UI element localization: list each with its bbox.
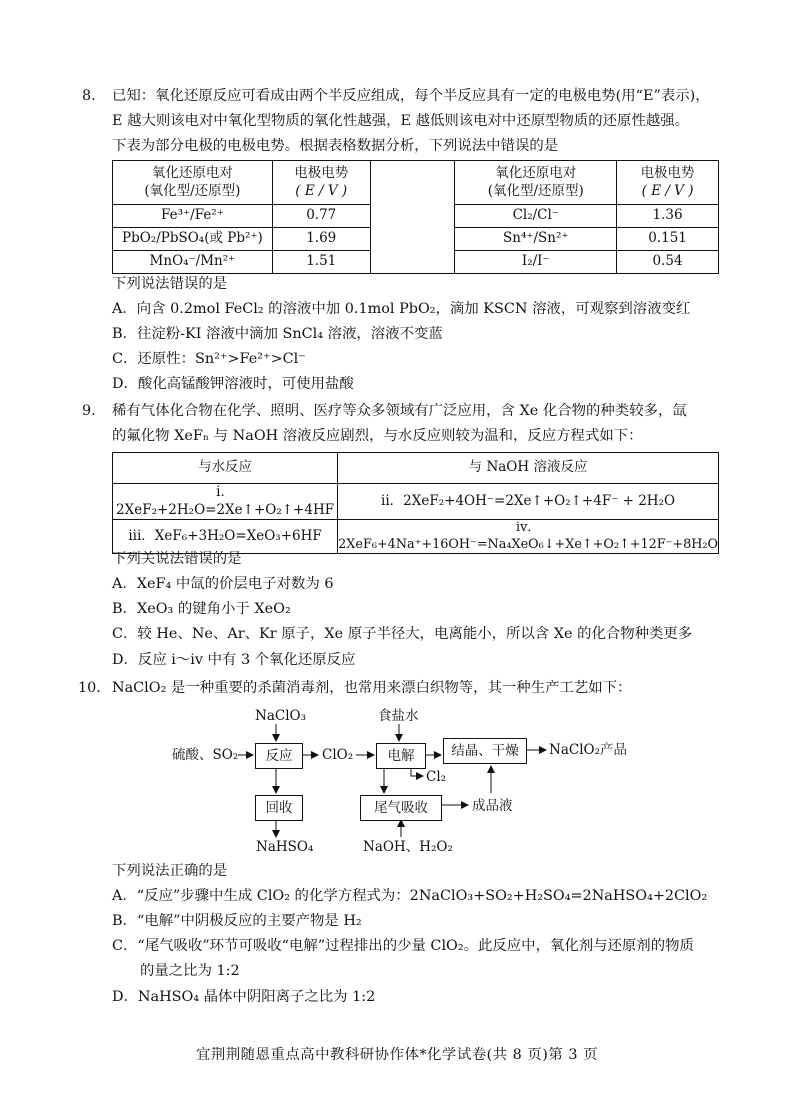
q9-head-water: 与水反应 [113, 453, 338, 484]
q8-option-c[interactable]: C．还原性：Sn²⁺>Fe²⁺>Cl⁻ [112, 351, 306, 367]
q8-header-pair-right: 氧化还原电对 (氧化型/还原型) [455, 161, 617, 205]
flow-inputs: 硫酸、SO₂ [172, 747, 239, 763]
q9-option-b[interactable]: B．XeO₃ 的键角小于 XeO₂ [112, 601, 291, 617]
table-cell: Sn⁴⁺/Sn²⁺ [455, 228, 617, 251]
q8-stem-line-2: E 越大则该电对中氧化型物质的氧化性越强，E 越低则该电对中还原型物质的还原性越强。 [112, 113, 690, 129]
q8-prompt: 下列说法错误的是 [112, 276, 228, 292]
q8-option-d[interactable]: D．酸化高锰酸钾溶液时，可使用盐酸 [112, 376, 354, 392]
q10-option-a[interactable]: A．“反应”步骤中生成 ClO₂ 的化学方程式为：2NaClO₃+SO₂+H₂SO₄=2NaHSO₄+2ClO₂ [112, 888, 708, 904]
q9-option-a[interactable]: A．XeF₄ 中氙的价层电子对数为 6 [112, 576, 334, 592]
table-cell: 1.51 [272, 251, 370, 274]
q9-head-naoh: 与 NaOH 溶液反应 [338, 453, 719, 484]
q10-option-d[interactable]: D．NaHSO₄ 晶体中阴阳离子之比为 1:2 [112, 989, 376, 1005]
q8-header-e-left: 电极电势 ( E / V ) [272, 161, 370, 205]
table-cell: 0.54 [617, 251, 719, 274]
question-8-number: 8. [82, 88, 96, 104]
table-cell: PbO₂/PbSO₄(或 Pb²⁺) [113, 228, 273, 251]
table-cell: 1.36 [617, 205, 719, 228]
question-10-number: 10. [78, 680, 101, 696]
flow-electrolysis-box: 电解 [376, 743, 426, 769]
table-cell: Fe³⁺/Fe²⁺ [113, 205, 273, 228]
q10-option-b[interactable]: B．“电解”中阴极反应的主要产物是 H₂ [112, 913, 362, 929]
flow-tail-gas-box: 尾气吸收 [360, 795, 442, 821]
flow-naclo3: NaClO₃ [255, 708, 306, 724]
page-footer: 宜荆荆随恩重点高中教科研协作体*化学试卷(共 8 页)第 3 页 [195, 1047, 599, 1063]
q9-option-c[interactable]: C．较 He、Ne、Ar、Kr 原子，Xe 原子半径大，电离能小，所以含 Xe 的化合物种类更多 [112, 626, 693, 642]
q9-stem-line-2: 的氟化物 XeFₙ 与 NaOH 溶液反应剧烈，与水反应则较为温和，反应方程式如下： [112, 428, 643, 444]
q9-prompt: 下列关说法错误的是 [112, 551, 242, 567]
flow-naoh-h2o2: NaOH、H₂O₂ [363, 839, 453, 855]
table-cell: 0.151 [617, 228, 719, 251]
q8-option-a[interactable]: A．向含 0.2mol FeCl₂ 的溶液中加 0.1mol PbO₂，滴加 KSCN 溶液，可观察到溶液变红 [112, 301, 691, 317]
table-cell: iii．XeF₆+3H₂O=XeO₃+6HF [113, 520, 338, 554]
table-cell: ii．2XeF₂+4OH⁻=2Xe↑+O₂↑+4F⁻ + 2H₂O [338, 484, 719, 520]
table-cell: I₂/I⁻ [455, 251, 617, 274]
flow-reaction-box: 反应 [255, 743, 303, 769]
q8-header-e-right: 电极电势 ( E / V ) [617, 161, 719, 205]
table-cell: i．2XeF₂+2H₂O=2Xe↑+O₂↑+4HF [113, 484, 338, 520]
table-cell: 1.69 [272, 228, 370, 251]
flow-recycle-box: 回收 [255, 795, 303, 821]
q10-stem-line: NaClO₂ 是一种重要的杀菌消毒剂，也常用来漂白织物等，其一种生产工艺如下： [112, 680, 632, 696]
q9-option-d[interactable]: D．反应 i～iv 中有 3 个氧化还原反应 [112, 652, 356, 668]
flow-crystallize-box: 结晶、干燥 [443, 738, 527, 764]
q8-header-pair-left: 氧化还原电对 (氧化型/还原型) [113, 161, 273, 205]
table-cell: 0.77 [272, 205, 370, 228]
flow-nahso4: NaHSO₄ [256, 839, 314, 855]
q9-stem-line-1: 稀有气体化合物在化学、照明、医疗等众多领域有广泛应用，含 Xe 化合物的种类较多，氙 [112, 403, 687, 419]
flow-clo2: ClO₂ [322, 747, 354, 763]
table-cell: Cl₂/Cl⁻ [455, 205, 617, 228]
q8-stem-line-1: 已知：氧化还原反应可看成由两个半反应组成，每个半反应具有一定的电极电势(用“E”表示)， [112, 88, 710, 104]
flow-product: NaClO₂产品 [549, 742, 627, 758]
table-cell: iv．2XeF₆+4Na⁺+16OH⁻=Na₄XeO₆↓+Xe↑+O₂↑+12F⁻+8H₂O [338, 520, 719, 554]
q10-option-c[interactable]: C．“尾气吸收”环节可吸收“电解”过程排出的少量 ClO₂。此反应中，氧化剂与还原剂的物质 [112, 938, 694, 954]
q8-stem-line-3: 下表为部分电极的电极电势。根据表格数据分析，下列说法中错误的是 [112, 138, 559, 154]
flow-salt-water: 食盐水 [378, 708, 419, 724]
q10-prompt: 下列说法正确的是 [112, 863, 228, 879]
q8-option-b[interactable]: B．往淀粉-KI 溶液中滴加 SnCl₄ 溶液，溶液不变蓝 [112, 326, 443, 342]
table-cell: MnO₄⁻/Mn²⁺ [113, 251, 273, 274]
flow-finished-liquid: 成品液 [472, 798, 513, 814]
question-9-number: 9. [82, 403, 96, 419]
flow-cl2: Cl₂ [426, 769, 447, 785]
q10-option-c-continued: 的量之比为 1:2 [140, 963, 240, 979]
